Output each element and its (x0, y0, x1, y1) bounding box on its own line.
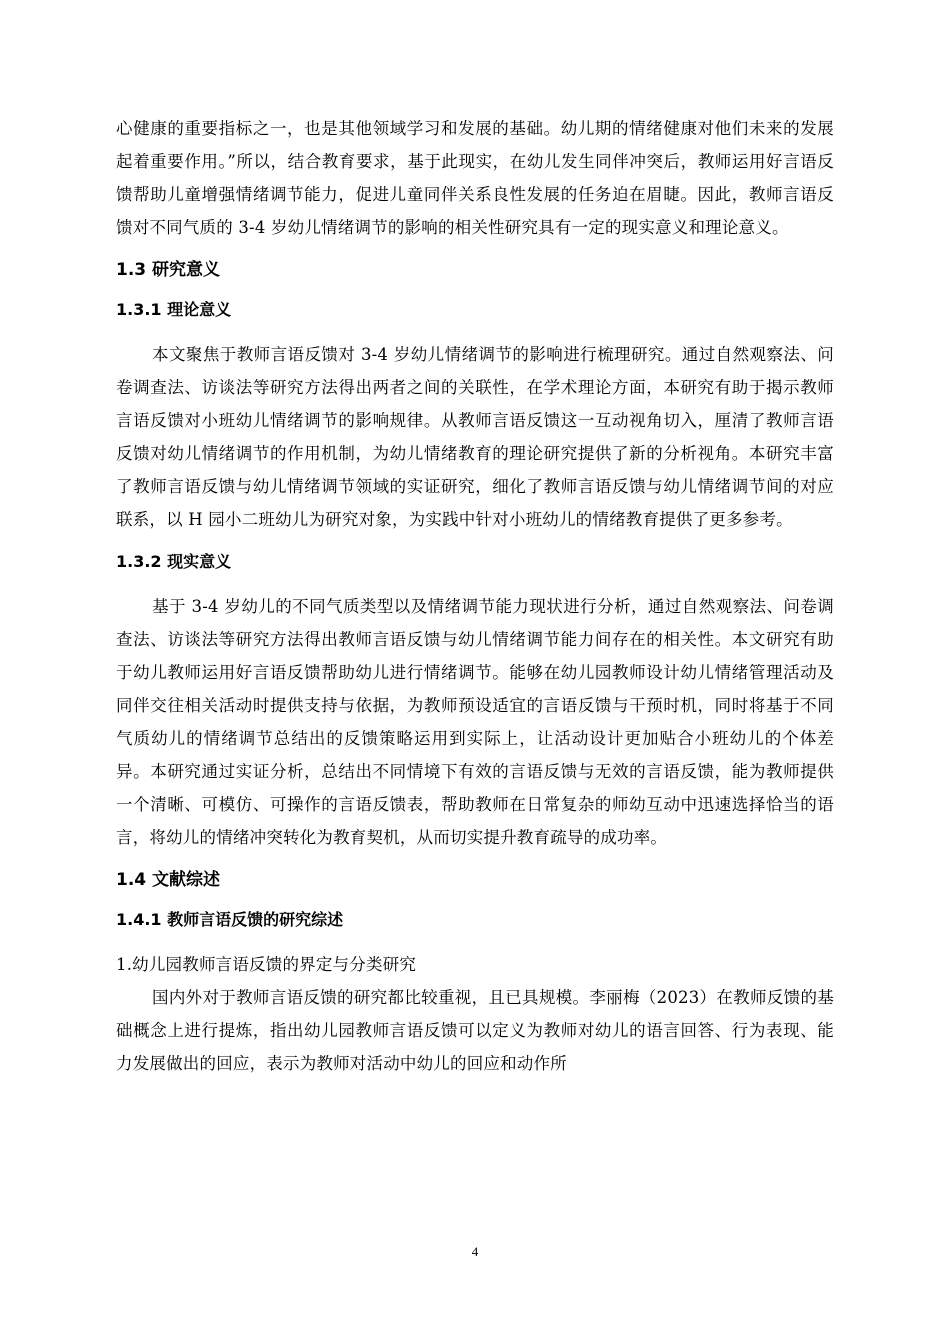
section-heading-1-3: 1.3 研究意义 (116, 260, 221, 280)
subsection-heading-1-3-1: 1.3.1 理论意义 (116, 300, 232, 319)
subsection-heading-1-3-2: 1.3.2 现实意义 (116, 552, 232, 571)
section-heading-1-4: 1.4 文献综述 (116, 870, 221, 890)
review-paragraph: 国内外对于教师言语反馈的研究都比较重视，且已具规模。李丽梅（2023）在教师反馈的基础概念上进行提炼，指出幼儿园教师言语反馈可以定义为教师对幼儿的语言回答、行为表现、能力发展做出的回应，表示为教师对活动中幼儿的回应和动作所 (116, 988, 834, 1073)
intro-paragraph: 心健康的重要指标之一，也是其他领域学习和发展的基础。幼儿期的情绪健康对他们未来的发展起着重要作用。”所以，结合教育要求，基于此现实，在幼儿发生同伴冲突后，教师运用好言语反馈帮助儿童增强情绪调节能力，促进儿童同伴关系良性发展的任务迫在眉睫。因此，教师言语反馈对不同气质的 3-4 岁幼儿情绪调节的影响的相关性研究具有一定的现实意义和理论意义。 (116, 119, 834, 237)
page-content (116, 112, 834, 1080)
theory-paragraph: 本文聚焦于教师言语反馈对 3-4 岁幼儿情绪调节的影响进行梳理研究。通过自然观察法、问卷调查法、访谈法等研究方法得出两者之间的关联性，在学术理论方面，本研究有助于揭示教师言语反馈对小班幼儿情绪调节的影响规律。从教师言语反馈这一互动视角切入，厘清了教师言语反馈对幼儿情绪调节的作用机制，为幼儿情绪教育的理论研究提供了新的分析视角。本研究丰富了教师言语反馈与幼儿情绪调节领域的实证研究，细化了教师言语反馈与幼儿情绪调节间的对应联系，以 H 园小二班幼儿为研究对象，为实践中针对小班幼儿的情绪教育提供了更多参考。 (116, 345, 834, 529)
subsection-heading-1-4-1: 1.4.1 教师言语反馈的研究综述 (116, 910, 344, 929)
practice-paragraph: 基于 3-4 岁幼儿的不同气质类型以及情绪调节能力现状进行分析，通过自然观察法、问卷调查法、访谈法等研究方法得出教师言语反馈与幼儿情绪调节能力间存在的相关性。本文研究有助于幼儿教师运用好言语反馈帮助幼儿进行情绪调节。能够在幼儿园教师设计幼儿情绪管理活动及同伴交往相关活动时提供支持与依据，为教师预设适宜的言语反馈与干预时机，同时将基于不同气质幼儿的情绪调节总结出的反馈策略运用到实际上，让活动设计更加贴合小班幼儿的个体差异。本研究通过实证分析，总结出不同情境下有效的言语反馈与无效的言语反馈，能为教师提供一个清晰、可模仿、可操作的言语反馈表，帮助教师在日常复杂的师幼互动中迅速选择恰当的语言，将幼儿的情绪冲突转化为教育契机，从而切实提升教育疏导的成功率。 (116, 597, 834, 847)
page-number: 4 (471, 1244, 479, 1259)
numbered-item-1: 1.幼儿园教师言语反馈的界定与分类研究 (116, 955, 417, 974)
